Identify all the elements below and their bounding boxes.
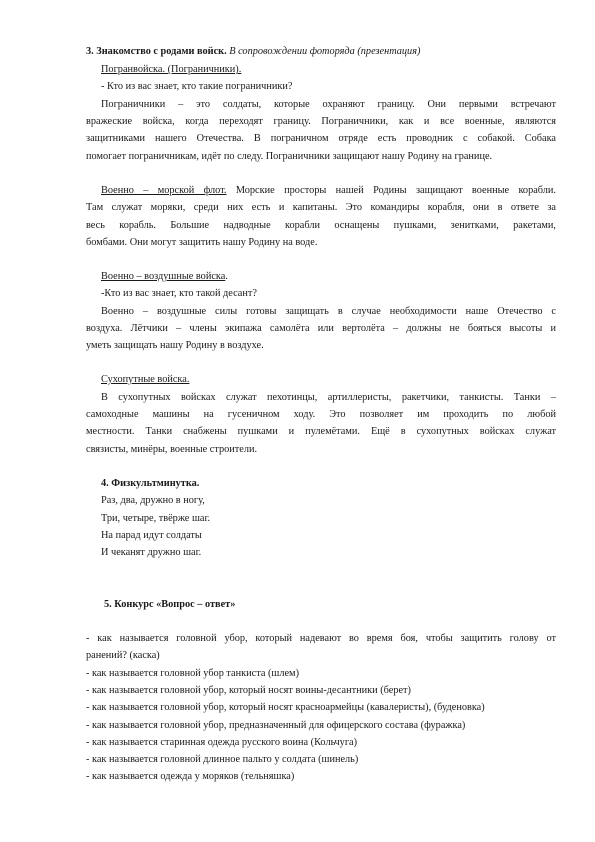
navy-paragraph-line-3: весь корабль. Большие надводные корабли оснащены пушками, зенитками, ракетами, <box>86 220 556 231</box>
quiz-question-1-line-2: ранений? (каска) <box>86 650 160 661</box>
quiz-question-6: - как называется старинная одежда русского воина (Кольчуга) <box>86 737 358 748</box>
ground-forces-text-4: связисты, минёры, военные строители. <box>86 444 258 455</box>
border-troops-text-1: Пограничники – это солдаты, которые охраняют границу. Они первыми встречают <box>101 99 556 110</box>
border-troops-question: - Кто из вас знает, кто такие пограничники? <box>101 81 293 92</box>
quiz-question-3: - как называется головной убор, который носят воины-десантники (берет) <box>86 685 411 696</box>
air-force-heading: Военно – воздушные войска. <box>101 271 228 282</box>
poem-line-3: На парад идут солдаты <box>101 530 202 541</box>
section-3-title: 3. Знакомство с родами войск. <box>86 46 227 57</box>
navy-paragraph-line-4: бомбами. Они могут защитить нашу Родину на воде. <box>86 237 318 248</box>
navy-paragraph-line-1: Военно – морской флот. Морские просторы нашей Родины защищают военные корабли. <box>101 185 556 196</box>
air-force-text-1: Военно – воздушные силы готовы защищать в случае необходимости наше Отечество с <box>101 306 556 317</box>
ground-forces-heading: Сухопутные войска. <box>101 374 190 385</box>
section-5-heading: 5. Конкурс «Вопрос – ответ» <box>104 599 236 610</box>
border-troops-text-2: вражеские войска, когда переходят границу. Пограничники, как и все военные, являются <box>86 116 556 127</box>
air-force-question: -Кто из вас знает, кто такой десант? <box>101 288 257 299</box>
quiz-question-1-line-1: - как называется головной убор, который надевают во время боя, чтобы защитить голову от <box>86 633 556 644</box>
ground-forces-text-3: местности. Танки снабжены пушками и пулемётами. Ещё в сухопутных войсках служат <box>86 426 556 437</box>
poem-line-2: Три, четыре, твёрже шаг. <box>101 513 211 524</box>
quiz-question-8: - как называется одежда у моряков (тельняшка) <box>86 771 295 782</box>
air-force-text-3: уметь защищать нашу Родину в воздухе. <box>86 340 264 351</box>
border-troops-text-4: помогает пограничникам, идёт по следу. Пограничники защищают нашу Родину на границе. <box>86 151 493 162</box>
quiz-question-7: - как называется головной длинное пальто у солдата (шинель) <box>86 754 359 765</box>
quiz-question-4: - как называется головной убор, который носят красноармейцы (кавалеристы), (буденовка) <box>86 702 485 713</box>
section-4-heading: 4. Физкультминутка. <box>101 478 200 489</box>
ground-forces-text-2: самоходные машины на гусеничном ходу. Это позволяет им проходить по любой <box>86 409 556 420</box>
quiz-question-2: - как называется головной убор танкиста (шлем) <box>86 668 300 679</box>
section-3-heading <box>86 44 556 59</box>
section-3-subtitle: В сопровождении фоторяда (презентация) <box>226 46 421 57</box>
ground-forces-text-1: В сухопутных войсках служат пехотинцы, артиллеристы, ракетчики, танкисты. Танки – <box>101 392 556 403</box>
border-troops-heading: Погранвойска. (Пограничники). <box>101 64 242 75</box>
navy-paragraph-line-2: Там служат моряки, среди них есть и капитаны. Это командиры корабля, они в ответе за <box>86 202 556 213</box>
border-troops-text-3: защитниками нашего Отечества. В пограничном отряде есть проводник с собакой. Собака <box>86 133 556 144</box>
air-force-text-2: воздуха. Лётчики – члены экипажа самолёта или вертолёта – должны не бояться высоты и <box>86 323 556 334</box>
navy-heading: Военно – морской флот. <box>101 185 227 196</box>
poem-line-4: И чеканят дружно шаг. <box>101 547 202 558</box>
quiz-question-5: - как называется головной убор, предназначенный для офицерского состава (фуражка) <box>86 720 466 731</box>
poem-line-1: Раз, два, дружно в ногу, <box>101 495 205 506</box>
